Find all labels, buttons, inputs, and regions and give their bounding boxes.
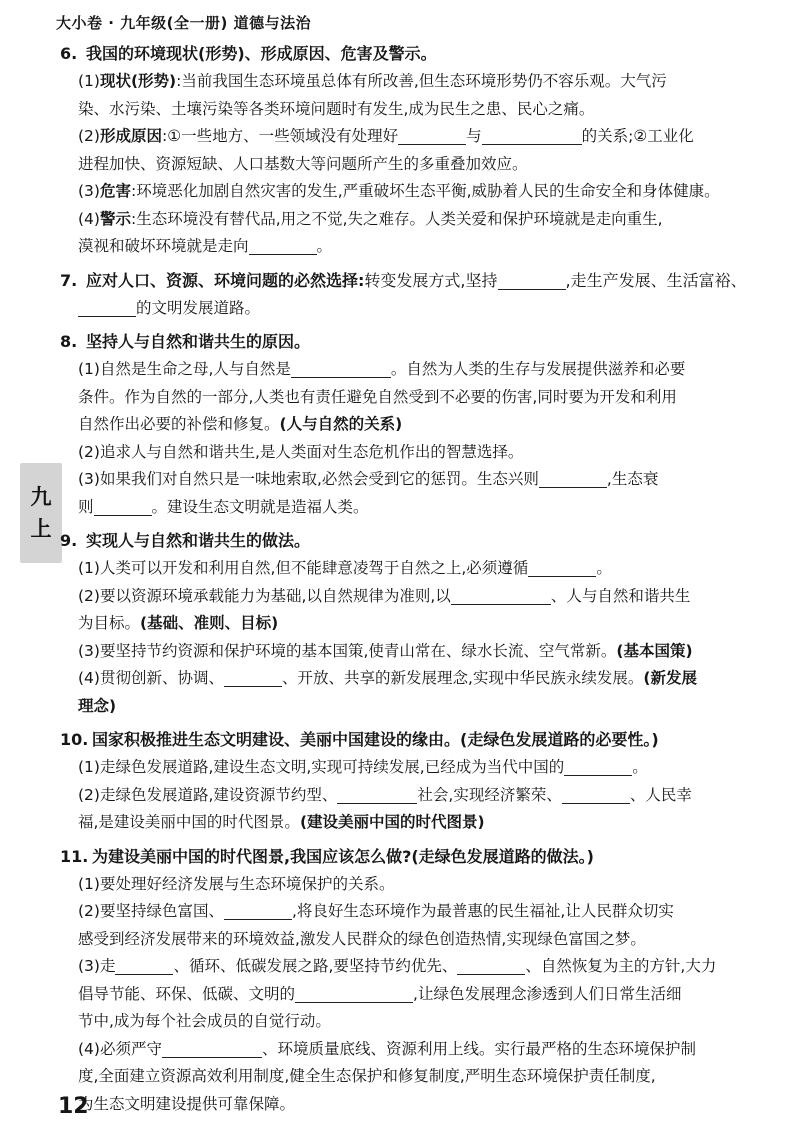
answer-blank[interactable] — [564, 757, 632, 776]
answer-blank[interactable] — [224, 668, 282, 687]
text-line: 节中,成为每个社会成员的自觉行动。 — [78, 1012, 331, 1030]
text-line: 感受到经济发展带来的环境效益,激发人民群众的绿色创造热情,实现绿色富国之梦。 — [78, 929, 646, 948]
text-line: (4)警示:生态环境没有替代品,用之不觉,失之难存。人类关爱和保护环境就是走向重生, — [78, 209, 663, 228]
text-line: (4)贯彻创新、协调、 、开放、共享的新发展理念,实现中华民族永续发展。(新发展 — [78, 669, 697, 687]
answer-blank[interactable] — [115, 956, 173, 975]
answer-blank[interactable] — [337, 785, 417, 804]
answer-blank[interactable] — [295, 984, 413, 1003]
question-10-title: 10. 国家积极推进生态文明建设、美丽中国建设的缘由。(走绿色发展道路的必要性。) — [60, 730, 659, 749]
grade-tab-line1: 九 — [30, 485, 52, 509]
question-9-title: 9. 实现人与自然和谐共生的做法。 — [60, 531, 311, 550]
content — [60, 40, 760, 1118]
question-11 — [60, 843, 760, 1119]
answer-blank[interactable] — [539, 469, 607, 488]
text-line: (2)追求人与自然和谐共生,是人类面对生态危机作出的智慧选择。 — [78, 442, 524, 461]
text-line: 为目标。(基础、准则、目标) — [78, 614, 279, 632]
answer-blank[interactable] — [562, 785, 630, 804]
text-line: 倡导节能、环保、低碳、文明的 ,让绿色发展理念渗透到人们日常生活细 — [78, 984, 682, 1003]
grade-tab-line2: 上 — [30, 517, 52, 541]
text-line: (1)走绿色发展道路,建设生态文明,实现可持续发展,已经成为当代中国的 。 — [78, 758, 648, 776]
answer-blank[interactable] — [451, 586, 551, 605]
grade-tab — [20, 463, 62, 563]
text-line: 理念) — [78, 696, 117, 715]
text-line: 度,全面建立资源高效利用制度,健全生态保护和修复制度,严明生态环境保护责任制度, — [78, 1067, 656, 1085]
text-line: (1)自然是生命之母,人与自然是 。自然为人类的生存与发展提供滋养和必要 — [78, 360, 686, 378]
page-header: 大小卷 · 九年级(全一册) 道德与法治 — [56, 14, 312, 32]
text-line: 染、水污染、土壤污染等各类环境问题时有发生,成为民生之患、民心之痛。 — [78, 99, 595, 118]
text-line: (1)要处理好经济发展与生态环境保护的关系。 — [78, 874, 395, 893]
page-number: 12 — [58, 1094, 89, 1119]
answer-blank[interactable] — [249, 236, 317, 255]
question-8-title: 8. 坚持人与自然和谐共生的原因。 — [60, 332, 311, 351]
text-line: 为生态文明建设提供可靠保障。 — [78, 1094, 296, 1113]
text-line: (2)要以资源环境承载能力为基础,以自然规律为准则,以 、人与自然和谐共生 — [78, 586, 691, 605]
question-7 — [60, 267, 760, 323]
question-9 — [60, 527, 760, 720]
question-7-title: 7. 应对人口、资源、环境问题的必然选择:转变发展方式,坚持 ,走生产发展、生活富裕、 — [60, 270, 747, 290]
text-line: 福,是建设美丽中国的时代图景。(建设美丽中国的时代图景) — [78, 813, 485, 831]
text-line: 自然作出必要的补偿和修复。(人与自然的关系) — [78, 415, 403, 433]
text-line: (2)形成原因:①一些地方、一些领域没有处理好 与 的关系;②工业化 — [78, 127, 694, 145]
text-line: (3)如果我们对自然只是一味地索取,必然会受到它的惩罚。生态兴则 ,生态衰 — [78, 470, 659, 488]
answer-blank[interactable] — [224, 901, 292, 920]
answer-blank[interactable] — [498, 271, 566, 290]
text-line: 进程加快、资源短缺、人口基数大等问题所产生的多重叠加效应。 — [78, 154, 528, 173]
answer-blank[interactable] — [78, 298, 136, 317]
question-8 — [60, 328, 760, 521]
text-line: (2)要坚持绿色富国、 ,将良好生态环境作为最普惠的民生福祉,让人民群众切实 — [78, 902, 674, 920]
text-line: (2)走绿色发展道路,建设资源节约型、 社会,实现经济繁荣、 、人民幸 — [78, 785, 692, 804]
answer-blank[interactable] — [398, 126, 466, 145]
question-10 — [60, 726, 760, 837]
question-6-title: 6. 我国的环境现状(形势)、形成原因、危害及警示。 — [60, 44, 437, 63]
text-line: 的文明发展道路。 — [60, 295, 760, 323]
text-line: (1)现状(形势):当前我国生态环境虽总体有所改善,但生态环境形势仍不容乐观。大气污 — [78, 72, 667, 90]
text-line: 漠视和破坏环境就是走向 。 — [78, 237, 333, 255]
text-line: 则 。建设生态文明就是造福人类。 — [78, 497, 369, 516]
text-line: (3)危害:环境恶化加剧自然灾害的发生,严重破坏生态平衡,威胁着人民的生命安全和身体健康。 — [78, 182, 720, 200]
answer-blank[interactable] — [94, 497, 152, 516]
text-line: 条件。作为自然的一部分,人类也有责任避免自然受到不必要的伤害,同时要为开发和利用 — [78, 387, 677, 406]
text-line: (3)要坚持节约资源和保护环境的基本国策,使青山常在、绿水长流、空气常新。(基本国策) — [78, 641, 693, 660]
question-6 — [60, 40, 760, 261]
answer-blank[interactable] — [528, 558, 596, 577]
question-11-title: 11. 为建设美丽中国的时代图景,我国应该怎么做?(走绿色发展道路的做法。) — [60, 846, 594, 866]
answer-blank[interactable] — [162, 1039, 262, 1058]
text-line: (3)走 、循环、低碳发展之路,要坚持节约优先、 、自然恢复为主的方针,大力 — [78, 957, 717, 975]
answer-blank[interactable] — [482, 126, 582, 145]
answer-blank[interactable] — [457, 956, 525, 975]
text-line: (1)人类可以开发和利用自然,但不能肆意凌驾于自然之上,必须遵循 。 — [78, 559, 612, 577]
answer-blank[interactable] — [291, 359, 391, 378]
text-line: (4)必须严守 、环境质量底线、资源利用上线。实行最严格的生态环境保护制 — [78, 1039, 696, 1058]
